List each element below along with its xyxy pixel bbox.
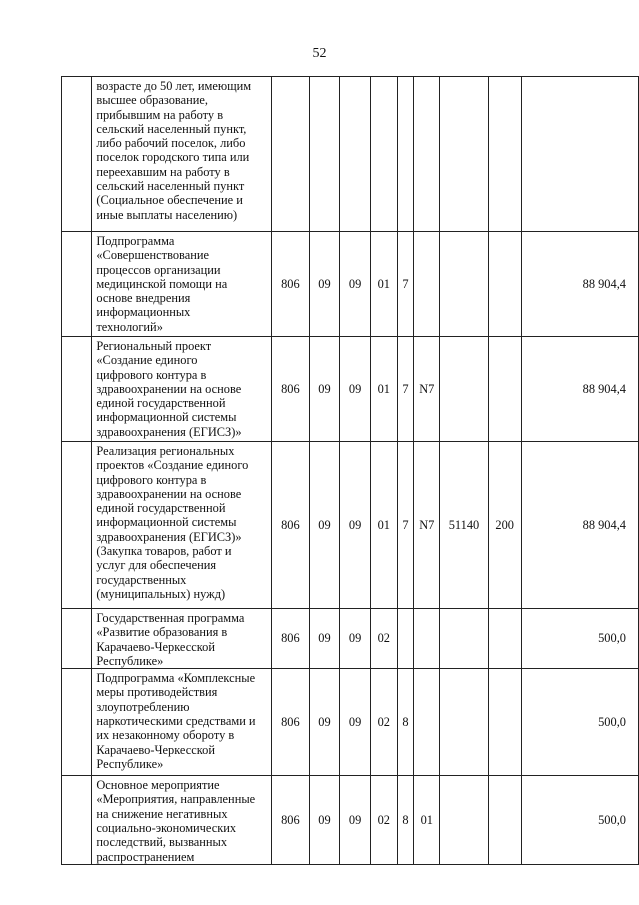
subsection-code: [340, 77, 371, 232]
table-row: [62, 669, 639, 776]
section-code: 09: [309, 337, 340, 442]
project-code: [414, 609, 440, 669]
amount: 500,0: [521, 669, 638, 776]
ved-code: 806: [272, 609, 310, 669]
subsection-code: 09: [340, 232, 371, 337]
direction-code: [440, 77, 489, 232]
row-index-cell: [62, 232, 92, 337]
amount: 500,0: [521, 776, 638, 865]
subsection-code: 09: [340, 776, 371, 865]
table-row: [62, 232, 639, 337]
program-code: 02: [370, 776, 397, 865]
project-code: N7: [414, 442, 440, 609]
table-row: [62, 337, 639, 442]
row-index-cell: [62, 337, 92, 442]
row-index-cell: [62, 609, 92, 669]
ved-code: 806: [272, 442, 310, 609]
table-row: [62, 77, 639, 232]
table-row: [62, 776, 639, 865]
program-code: 01: [370, 337, 397, 442]
item-name: Подпрограмма «Комплексные меры противодействия злоупотреблению наркотическими средствами и их незаконному обороту в Карачаево-Черкесской Республике»: [92, 669, 272, 776]
table-row: [62, 609, 639, 669]
amount: 88 904,4: [521, 232, 638, 337]
expense-type-code: [488, 776, 521, 865]
direction-code: [440, 669, 489, 776]
subprogram-code: 8: [397, 669, 414, 776]
program-code: 02: [370, 669, 397, 776]
section-code: 09: [309, 442, 340, 609]
subsection-code: 09: [340, 337, 371, 442]
ved-code: 806: [272, 669, 310, 776]
section-code: [309, 77, 340, 232]
item-name: Государственная программа «Развитие образования в Карачаево-Черкесской Республике»: [92, 609, 272, 669]
row-index-cell: [62, 669, 92, 776]
project-code: [414, 77, 440, 232]
project-code: 01: [414, 776, 440, 865]
ved-code: 806: [272, 232, 310, 337]
program-code: 01: [370, 442, 397, 609]
amount: 500,0: [521, 609, 638, 669]
section-code: 09: [309, 669, 340, 776]
section-code: 09: [309, 609, 340, 669]
page-number: 52: [312, 46, 327, 61]
item-name: Реализация региональных проектов «Создание единого цифрового контура в здравоохранении на основе единой государственной информационной системы здравоохранения (ЕГИСЗ)» (Закупка товаров, работ и услуг для обеспечения государственных (муниципальных) нужд): [92, 442, 272, 609]
direction-code: [440, 609, 489, 669]
subsection-code: 09: [340, 609, 371, 669]
item-name: Региональный проект «Создание единого цифрового контура в здравоохранении на основе единой государственной информационной системы здравоохранения (ЕГИСЗ)»: [92, 337, 272, 442]
project-code: [414, 669, 440, 776]
expense-type-code: [488, 609, 521, 669]
project-code: [414, 232, 440, 337]
ved-code: [272, 77, 310, 232]
expense-type-code: [488, 337, 521, 442]
ved-code: 806: [272, 776, 310, 865]
subprogram-code: [397, 609, 414, 669]
section-code: 09: [309, 776, 340, 865]
row-index-cell: [62, 776, 92, 865]
subprogram-code: 7: [397, 232, 414, 337]
subprogram-code: [397, 77, 414, 232]
program-code: 01: [370, 232, 397, 337]
subprogram-code: 8: [397, 776, 414, 865]
project-code: N7: [414, 337, 440, 442]
program-code: [370, 77, 397, 232]
direction-code: 51140: [440, 442, 489, 609]
direction-code: [440, 337, 489, 442]
expense-type-code: [488, 669, 521, 776]
direction-code: [440, 776, 489, 865]
subprogram-code: 7: [397, 337, 414, 442]
amount: 88 904,4: [521, 337, 638, 442]
row-index-cell: [62, 442, 92, 609]
program-code: 02: [370, 609, 397, 669]
table-row: [62, 442, 639, 609]
subsection-code: 09: [340, 442, 371, 609]
section-code: 09: [309, 232, 340, 337]
ved-code: 806: [272, 337, 310, 442]
expense-type-code: [488, 232, 521, 337]
amount: [521, 77, 638, 232]
item-name: возрасте до 50 лет, имеющим высшее образование, прибывшим на работу в сельский населенный пункт, либо рабочий поселок, либо поселок городского типа или переехавшим на работу в сельский населенный пункт (Социальное обеспечение и иные выплаты населению): [92, 77, 272, 232]
subsection-code: 09: [340, 669, 371, 776]
row-index-cell: [62, 77, 92, 232]
direction-code: [440, 232, 489, 337]
expense-type-code: 200: [488, 442, 521, 609]
amount: 88 904,4: [521, 442, 638, 609]
subprogram-code: 7: [397, 442, 414, 609]
item-name: Основное мероприятие «Мероприятия, направленные на снижение негативных социально-экономических последствий, вызванных распространением: [92, 776, 272, 865]
item-name: Подпрограмма «Совершенствование процессов организации медицинской помощи на основе внедрения информационных технологий»: [92, 232, 272, 337]
budget-table: [61, 76, 639, 865]
expense-type-code: [488, 77, 521, 232]
